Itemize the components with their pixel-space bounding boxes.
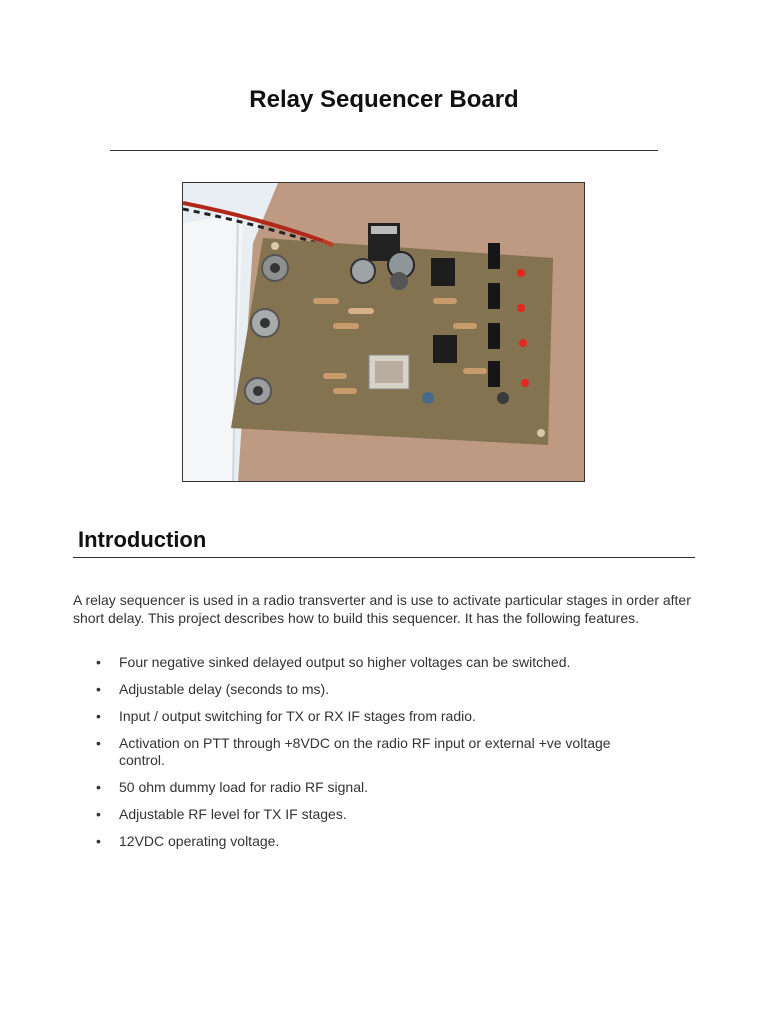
bullet: • [96, 735, 101, 751]
feature-text: Adjustable RF level for TX IF stages. [119, 806, 347, 822]
list-item [73, 708, 695, 725]
bullet: • [96, 654, 101, 670]
section-heading-introduction: Introduction [78, 527, 207, 552]
feature-text: Input / output switching for TX or RX IF stages from radio. [119, 708, 476, 724]
bullet: • [96, 681, 101, 697]
list-item [73, 806, 695, 823]
intro-paragraph: A relay sequencer is used in a radio transverter and is use to activate particular stages in order after short delay. This project describes how to build this sequencer. It has the following features. [73, 592, 691, 626]
feature-text: Adjustable delay (seconds to ms). [119, 681, 330, 697]
circuit-board-photo [182, 182, 585, 482]
list-item [73, 654, 695, 671]
page-title: Relay Sequencer Board [249, 86, 519, 113]
feature-list [73, 654, 695, 860]
feature-text: Activation on PTT through +8VDC on the radio RF input or external +ve voltage control. [119, 735, 611, 768]
feature-text: 12VDC operating voltage. [119, 833, 280, 849]
bullet: • [96, 833, 101, 849]
bullet: • [96, 806, 101, 822]
list-item [73, 681, 695, 698]
list-item [73, 779, 695, 796]
feature-text: Four negative sinked delayed output so higher voltages can be switched. [119, 654, 571, 670]
list-item [73, 735, 695, 769]
feature-text: 50 ohm dummy load for radio RF signal. [119, 779, 368, 795]
bullet: • [96, 708, 101, 724]
list-item [73, 833, 695, 850]
section-divider [73, 557, 695, 558]
bullet: • [96, 779, 101, 795]
title-divider [110, 150, 658, 151]
